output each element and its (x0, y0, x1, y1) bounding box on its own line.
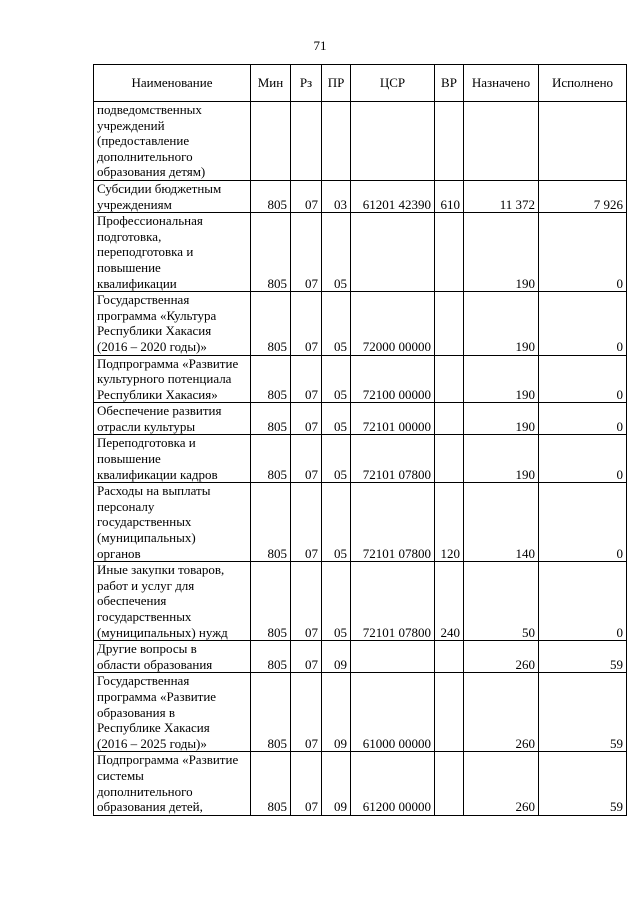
row-name: Иные закупки товаров, работ и услуг для обеспечения государственных (муниципальных) нужд (94, 562, 251, 641)
row-name: Субсидии бюджетным учреждениям (94, 180, 251, 212)
budget-table (93, 64, 627, 816)
row-rz: 07 (291, 180, 322, 212)
row-assigned: 190 (464, 213, 539, 292)
row-assigned: 260 (464, 752, 539, 815)
table-row (94, 355, 627, 403)
table-row (94, 641, 627, 673)
row-executed: 0 (539, 435, 627, 483)
row-vr (435, 292, 464, 355)
header-pr: ПР (322, 65, 351, 102)
header-executed: Исполнено (539, 65, 627, 102)
row-name: Подпрограмма «Развитие культурного потенциала Республики Хакасия» (94, 355, 251, 403)
row-csr: 72101 07800 (351, 435, 435, 483)
table-row (94, 292, 627, 355)
row-name: Другие вопросы в области образования (94, 641, 251, 673)
row-rz: 07 (291, 752, 322, 815)
table-row (94, 403, 627, 435)
row-min: 805 (251, 213, 291, 292)
row-vr: 240 (435, 562, 464, 641)
row-csr: 72101 07800 (351, 562, 435, 641)
row-name: Профессиональная подготовка, переподготовка и повышение квалификации (94, 213, 251, 292)
row-assigned: 190 (464, 355, 539, 403)
row-executed (539, 102, 627, 181)
table-row (94, 180, 627, 212)
row-executed: 0 (539, 213, 627, 292)
row-vr (435, 355, 464, 403)
row-assigned: 260 (464, 641, 539, 673)
table-row (94, 752, 627, 815)
row-rz: 07 (291, 435, 322, 483)
row-csr: 61201 42390 (351, 180, 435, 212)
row-min: 805 (251, 641, 291, 673)
row-pr: 05 (322, 435, 351, 483)
row-csr (351, 213, 435, 292)
header-csr: ЦСР (351, 65, 435, 102)
row-min: 805 (251, 180, 291, 212)
table-row (94, 562, 627, 641)
row-min: 805 (251, 673, 291, 752)
row-min: 805 (251, 292, 291, 355)
table-row (94, 483, 627, 562)
row-executed: 59 (539, 752, 627, 815)
row-name: Государственная программа «Развитие образования в Республике Хакасия (2016 – 2025 годы)» (94, 673, 251, 752)
row-rz: 07 (291, 292, 322, 355)
row-assigned: 140 (464, 483, 539, 562)
row-name: Подпрограмма «Развитие системы дополнительного образования детей, (94, 752, 251, 815)
row-name: Государственная программа «Культура Республики Хакасия (2016 – 2020 годы)» (94, 292, 251, 355)
row-name: Расходы на выплаты персоналу государственных (муниципальных) органов (94, 483, 251, 562)
row-vr (435, 403, 464, 435)
row-vr (435, 752, 464, 815)
row-assigned: 260 (464, 673, 539, 752)
row-executed: 59 (539, 673, 627, 752)
row-vr (435, 213, 464, 292)
row-assigned: 190 (464, 292, 539, 355)
row-assigned: 190 (464, 403, 539, 435)
row-pr: 05 (322, 562, 351, 641)
row-min (251, 102, 291, 181)
row-pr: 09 (322, 752, 351, 815)
header-vr: ВР (435, 65, 464, 102)
row-vr: 120 (435, 483, 464, 562)
row-vr (435, 641, 464, 673)
table-row (94, 102, 627, 181)
row-pr: 05 (322, 403, 351, 435)
row-vr: 610 (435, 180, 464, 212)
row-executed: 7 926 (539, 180, 627, 212)
row-name: Обеспечение развития отрасли культуры (94, 403, 251, 435)
page-number: 71 (313, 38, 327, 53)
row-csr (351, 641, 435, 673)
row-executed: 0 (539, 403, 627, 435)
header-assigned: Назначено (464, 65, 539, 102)
row-rz: 07 (291, 213, 322, 292)
table-header-row (94, 65, 627, 102)
row-csr: 61000 00000 (351, 673, 435, 752)
row-rz: 07 (291, 355, 322, 403)
row-min: 805 (251, 483, 291, 562)
row-min: 805 (251, 752, 291, 815)
row-rz: 07 (291, 673, 322, 752)
row-name: подведомственных учреждений (предоставление дополнительного образования детям) (94, 102, 251, 181)
row-executed: 0 (539, 292, 627, 355)
row-rz: 07 (291, 562, 322, 641)
table-row (94, 673, 627, 752)
row-pr: 05 (322, 355, 351, 403)
row-pr: 03 (322, 180, 351, 212)
table-row (94, 435, 627, 483)
row-rz: 07 (291, 403, 322, 435)
row-min: 805 (251, 403, 291, 435)
row-vr (435, 102, 464, 181)
row-pr (322, 102, 351, 181)
row-pr: 09 (322, 641, 351, 673)
header-rz: Рз (291, 65, 322, 102)
row-executed: 0 (539, 483, 627, 562)
row-csr: 61200 00000 (351, 752, 435, 815)
row-min: 805 (251, 355, 291, 403)
row-assigned: 11 372 (464, 180, 539, 212)
row-csr: 72101 07800 (351, 483, 435, 562)
header-min: Мин (251, 65, 291, 102)
row-name: Переподготовка и повышение квалификации кадров (94, 435, 251, 483)
row-csr: 72100 00000 (351, 355, 435, 403)
row-pr: 09 (322, 673, 351, 752)
row-pr: 05 (322, 483, 351, 562)
row-assigned (464, 102, 539, 181)
row-pr: 05 (322, 292, 351, 355)
row-csr: 72000 00000 (351, 292, 435, 355)
row-rz: 07 (291, 641, 322, 673)
row-executed: 59 (539, 641, 627, 673)
row-rz: 07 (291, 483, 322, 562)
row-vr (435, 435, 464, 483)
row-assigned: 190 (464, 435, 539, 483)
row-assigned: 50 (464, 562, 539, 641)
row-rz (291, 102, 322, 181)
row-csr (351, 102, 435, 181)
row-min: 805 (251, 562, 291, 641)
row-executed: 0 (539, 355, 627, 403)
header-name: Наименование (94, 65, 251, 102)
row-pr: 05 (322, 213, 351, 292)
table-row (94, 213, 627, 292)
row-vr (435, 673, 464, 752)
row-executed: 0 (539, 562, 627, 641)
row-csr: 72101 00000 (351, 403, 435, 435)
row-min: 805 (251, 435, 291, 483)
